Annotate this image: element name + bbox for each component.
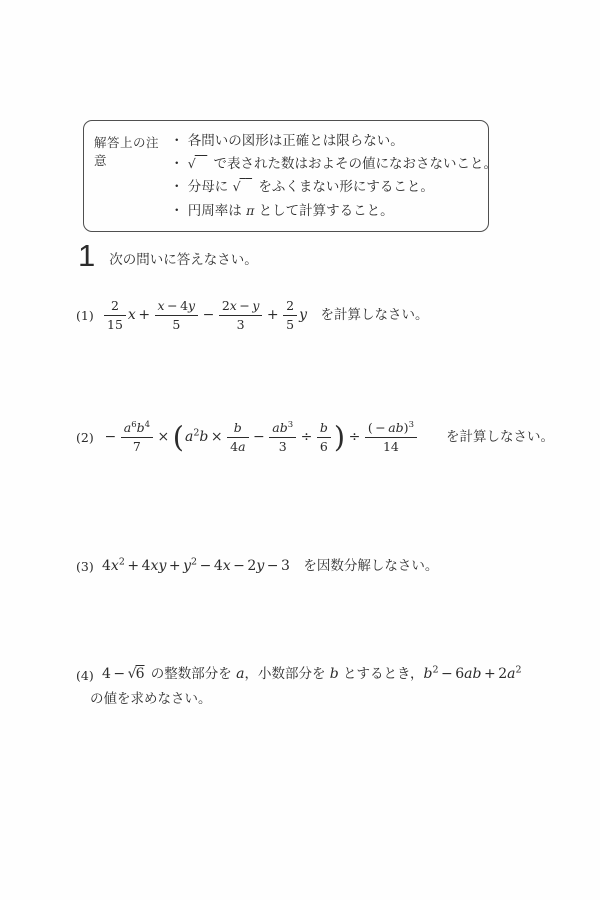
problem-2-label: (2): [76, 429, 94, 445]
notice-bullet-2: ・ √ で表された数はおよその値になおさないこと。: [170, 156, 498, 173]
problem-3-expression: $4x^2 + 4xy + y^2 - 4x - 2y - 3$ を因数分解しなさい。: [102, 556, 439, 574]
problem-4-expression-line-2: の値を求めなさい。: [90, 691, 212, 707]
section-number: 1: [78, 238, 96, 273]
problem-3-label: (3): [76, 559, 94, 574]
problem-1-expression: $\frac{2}{15}$ x + $\frac{x - 4y}{5}$ − $\frac{2x - y}{3}$ + $\frac{2}{5}$ y を計算しなさい。: [102, 298, 429, 332]
problem-2-expression: − $\frac{a^6b^4}{7}$ × ($a^2b$ × $\frac{b}{4a}$ − $\frac{ab^3}{3}$ ÷ $\frac{b}{6}$ ) ÷ $\frac{( - ab)^3}{14}$ を計算しなさい。: [104, 419, 554, 455]
section-prompt: 次の問いに答えなさい。: [109, 252, 258, 268]
notice-bullet-3: ・ 分母に √ をふくまない形にすること。: [170, 179, 434, 196]
problem-2: [76, 420, 554, 454]
problem-4-expression-line-1: 4 − √6 の整数部分を a，小数部分を b とするとき，$b^2 - 6ab + 2a^2$: [102, 664, 522, 682]
notice-label: 解答上の注意: [94, 135, 160, 168]
problem-4: [76, 664, 522, 710]
problem-3: [76, 556, 438, 577]
section-heading: [78, 240, 258, 271]
problem-4-body: [90, 664, 522, 710]
notice-bullet-list: [170, 130, 497, 223]
problem-1: [76, 298, 429, 332]
problem-1-label: (1): [76, 307, 94, 323]
notice-bullet-1: ・ 各問いの図形は正確とは限らない。: [170, 133, 404, 149]
problem-4-label: (4): [76, 668, 94, 683]
notice-box: [83, 120, 498, 232]
notice-bullet-4: ・ 円周率は π として計算すること。: [170, 202, 394, 219]
